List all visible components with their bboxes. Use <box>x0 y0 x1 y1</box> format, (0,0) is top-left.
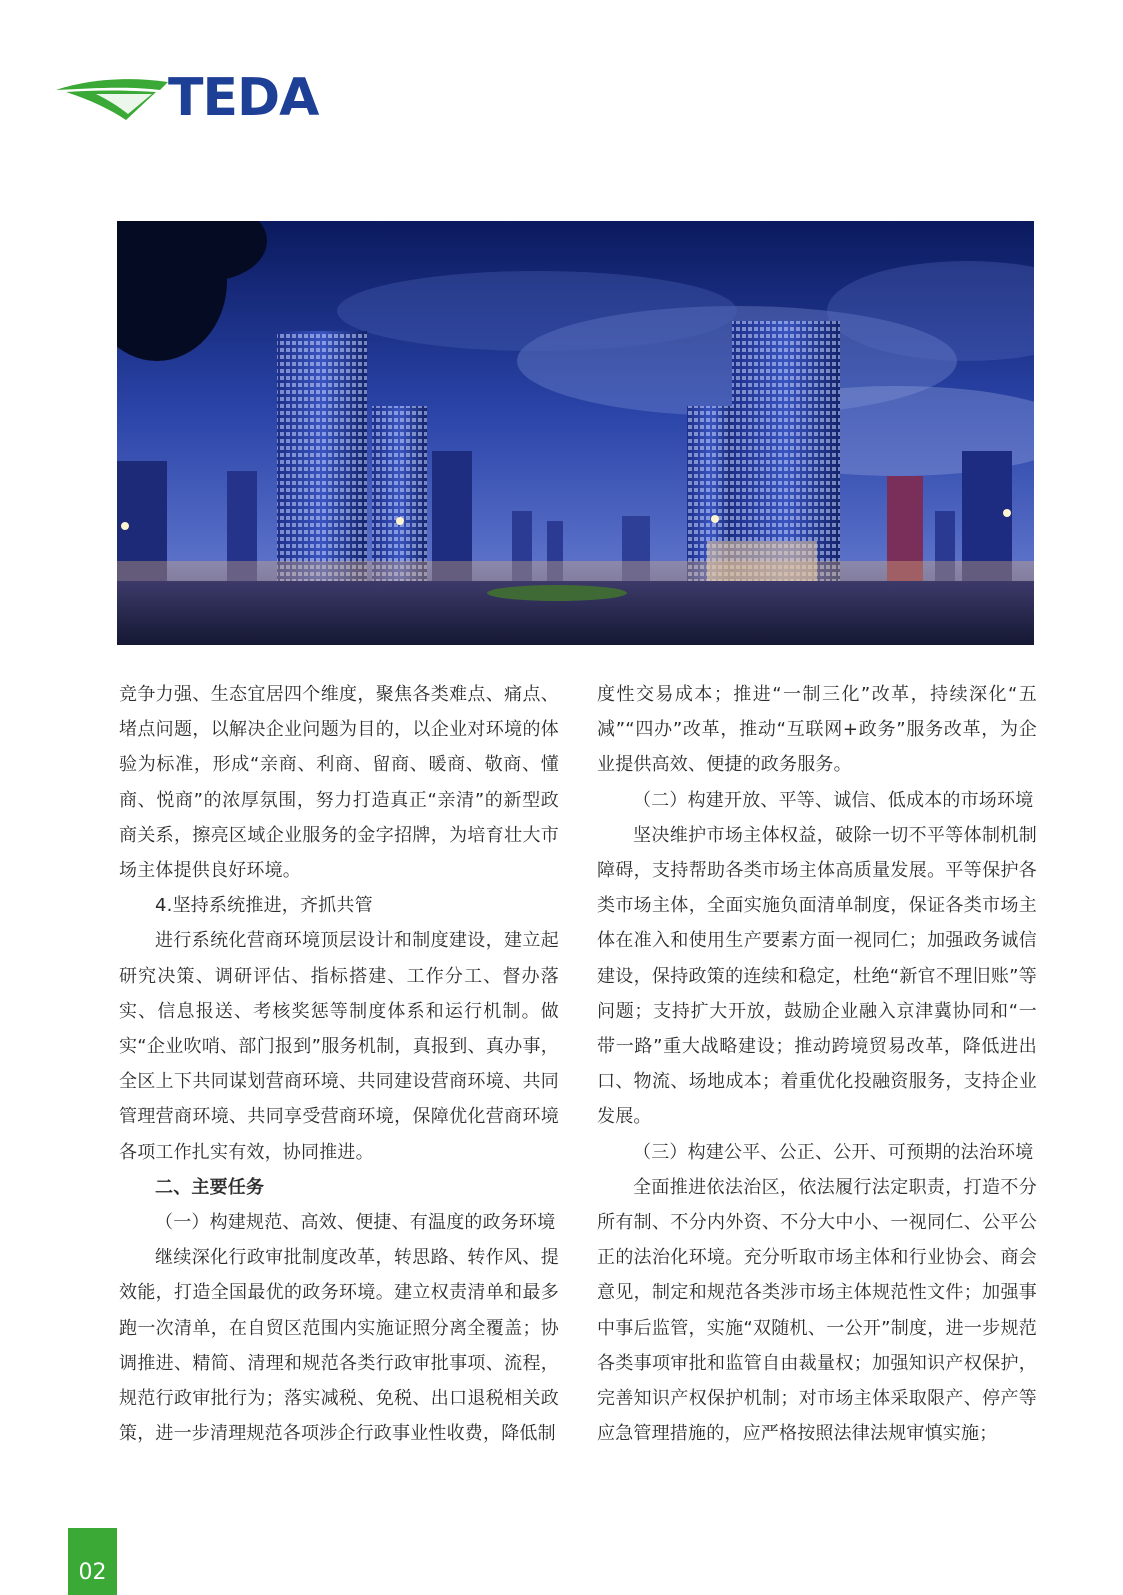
paragraph: 竞争力强、生态宜居四个维度，聚焦各类难点、痛点、堵点问题，以解决企业问题为目的，以企业对环境的体验为标准，形成“亲商、利商、留商、暖商、敬商、懂商、悦商”的浓厚氛围，努力打造真正“亲清”的新型政商关系，擦亮区域企业服务的金字招牌，为培育壮大市场主体提供良好环境。 <box>119 684 559 882</box>
section-subheading: （二）构建开放、平等、诚信、低成本的市场环境 <box>633 789 1034 811</box>
paragraph: 度性交易成本；推进“一制三化”改革，持续深化“五减”“四办”改革，推动“互联网+政务”服务改革，为企业提供高效、便捷的政务服务。 <box>597 684 1037 776</box>
teda-logo <box>56 68 356 128</box>
paragraph: 全面推进依法治区，依法履行法定职责，打造不分所有制、不分内外资、不分大中小、一视同仁、公平公正的法治化环境。充分听取市场主体和行业协会、商会意见，制定和规范各类涉市场主体规范性文件；加强事中事后监管，实施“双随机、一公开”制度，进一步规范各类事项审批和监管自由裁量权；加强知识产权保护，完善知识产权保护机制；对市场主体采取限产、停产等应急管理措施的，应严格按照法律法规审慎实施； <box>597 1176 1037 1445</box>
right-text-column <box>597 677 1037 1451</box>
logo-text: TEDA <box>168 68 319 128</box>
section-subheading: （三）构建公平、公正、公开、可预期的法治环境 <box>633 1141 1034 1163</box>
section-subheading: 4.坚持系统推进，齐抓共管 <box>155 895 373 917</box>
page-number: 02 <box>78 1560 107 1585</box>
city-night-skyline-photo <box>117 221 1034 645</box>
paragraph: 进行系统化营商环境顶层设计和制度建设，建立起研究决策、调研评估、指标搭建、工作分工、督办落实、信息报送、考核奖惩等制度体系和运行机制。做实“企业吹哨、部门报到”服务机制，真报到、真办事，全区上下共同谋划营商环境、共同建设营商环境、共同管理营商环境、共同享受营商环境，保障优化营商环境各项工作扎实有效，协同推进。 <box>119 930 559 1163</box>
page-number-tab <box>68 1528 117 1595</box>
left-text-column <box>119 677 559 1451</box>
paragraph: 坚决维护市场主体权益，破除一切不平等体制机制障碍，支持帮助各类市场主体高质量发展。平等保护各类市场主体，全面实施负面清单制度，保证各类市场主体在准入和使用生产要素方面一视同仁；加强政务诚信建设，保持政策的连续和稳定，杜绝“新官不理旧账”等问题；支持扩大开放，鼓励企业融入京津冀协同和“一带一路”重大战略建设；推动跨境贸易改革，降低进出口、物流、场地成本；着重优化投融资服务，支持企业发展。 <box>597 824 1037 1128</box>
green-wing-logo-icon <box>56 76 168 122</box>
paragraph: 继续深化行政审批制度改革，转思路、转作风、提效能，打造全国最优的政务环境。建立权责清单和最多跑一次清单，在自贸区范围内实施证照分离全覆盖；协调推进、精简、清理和规范各类行政审批事项、流程，规范行政审批行为；落实减税、免税、出口退税相关政策，进一步清理规范各项涉企行政事业性收费，降低制 <box>119 1247 559 1445</box>
section-subheading: （一）构建规范、高效、便捷、有温度的政务环境 <box>155 1212 556 1234</box>
section-heading: 二、主要任务 <box>155 1176 265 1198</box>
